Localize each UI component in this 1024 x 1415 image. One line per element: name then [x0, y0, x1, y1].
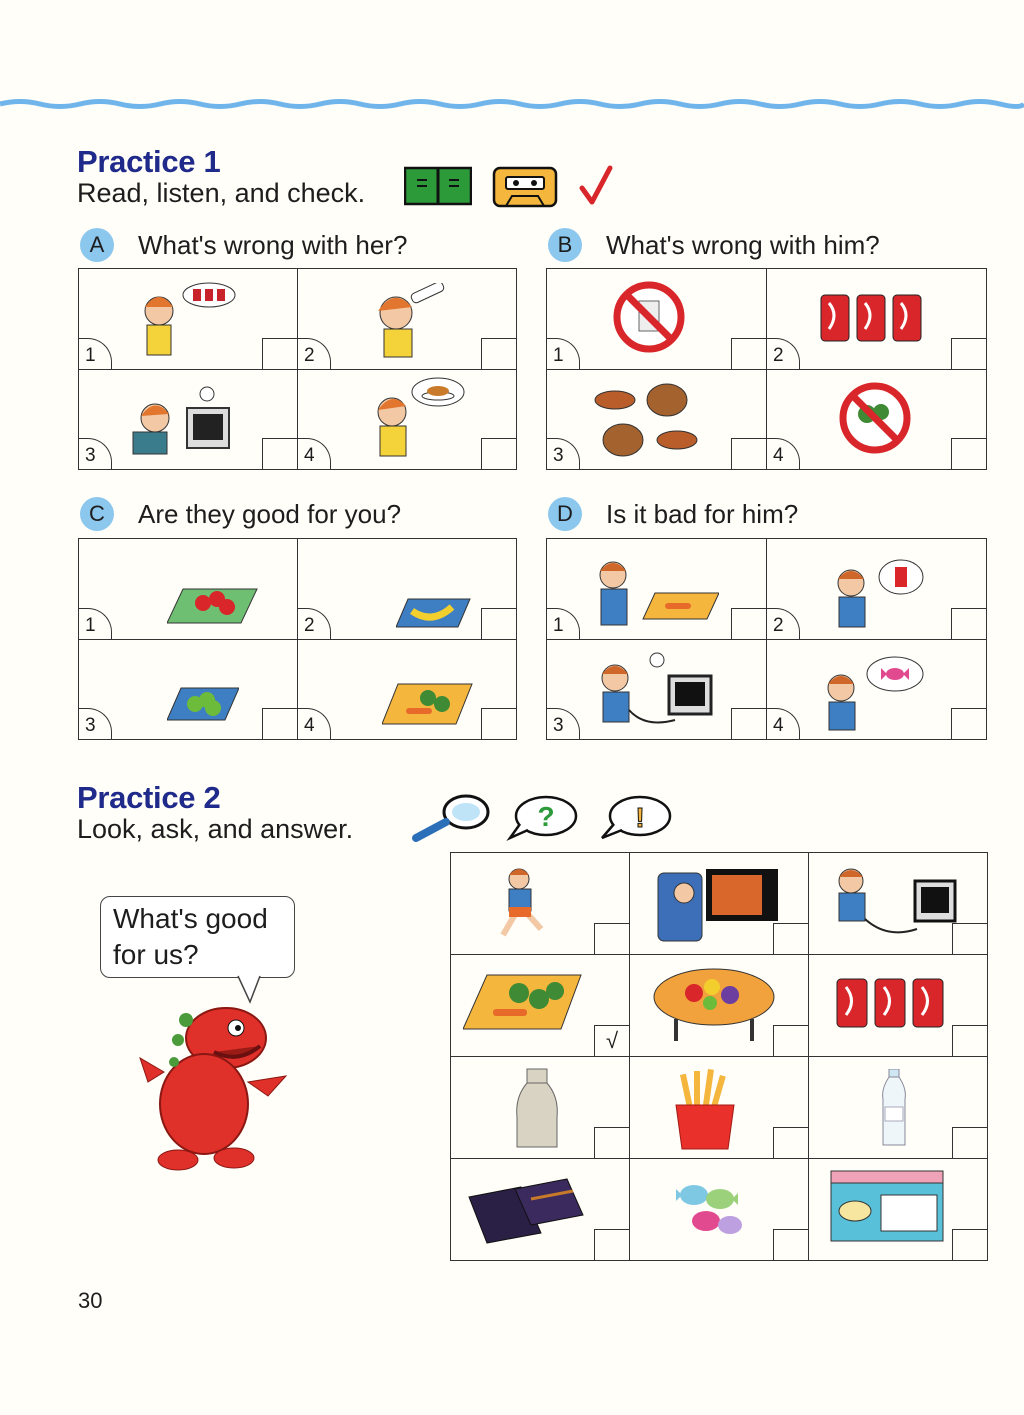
- page-number: 30: [78, 1288, 103, 1313]
- section-c-question: Are they good for you?: [138, 498, 402, 529]
- p2-cell-running-boy: [451, 853, 630, 955]
- french-fries-picture: [664, 1065, 748, 1151]
- section-d-cell-2: [767, 539, 987, 640]
- answer-checkbox[interactable]: [951, 438, 986, 469]
- practice1-title: Practice 1: [77, 144, 221, 179]
- answer-checkbox[interactable]: [952, 1127, 987, 1158]
- section-b-cell-4: [767, 370, 987, 471]
- girl-playing-video-game-picture: [125, 382, 245, 462]
- item-number-tab: 1: [547, 338, 580, 369]
- section-b-letter: B: [548, 228, 582, 262]
- section-d-cell-3: [547, 640, 767, 741]
- section-d-letter: D: [548, 497, 582, 531]
- soda-cans-picture: [833, 973, 947, 1033]
- section-a-cell-2: [298, 269, 517, 370]
- practice1-instruction: Read, listen, and check.: [77, 178, 366, 208]
- answer-checkbox[interactable]: [773, 1127, 808, 1158]
- p2-cell-fries: [630, 1057, 809, 1159]
- bananas-mat-picture: [396, 591, 472, 631]
- boy-vegetables-picture: [595, 553, 719, 633]
- boy-video-game-picture: [595, 650, 715, 734]
- section-c-cell-3: [79, 640, 298, 741]
- magnifier-icon: [410, 792, 492, 849]
- question-bubble-icon: [506, 794, 580, 847]
- section-c-letter: C: [80, 497, 114, 531]
- answer-checkbox[interactable]: [952, 1025, 987, 1056]
- answer-checkbox[interactable]: [731, 338, 766, 369]
- section-c-heading: [80, 497, 401, 531]
- boy-video-game-picture: [827, 859, 957, 945]
- answer-checkbox[interactable]: [481, 438, 516, 469]
- item-number-tab: 3: [547, 438, 580, 469]
- section-a-cell-3: [79, 370, 298, 471]
- dinosaur-mascot-picture: [138, 992, 288, 1172]
- answer-checkbox[interactable]: [594, 1229, 629, 1260]
- svg-text:!: !: [635, 802, 645, 833]
- answer-checkbox[interactable]: [481, 338, 516, 369]
- soda-cans-picture: [817, 289, 927, 349]
- girl-thinking-soda-picture: [133, 281, 243, 361]
- p2-cell-video-game: [809, 853, 988, 955]
- p2-cell-chocolate: [451, 1159, 630, 1261]
- section-c-cell-1: [79, 539, 298, 640]
- practice2-instruction: Look, ask, and answer.: [77, 814, 354, 844]
- no-milk-sign-picture: [611, 279, 687, 355]
- section-b-cell-3: [547, 370, 767, 471]
- section-d-heading: [548, 497, 798, 531]
- girl-drinking-picture: [364, 283, 454, 363]
- section-d-question: Is it bad for him?: [606, 498, 799, 529]
- section-d-grid: [546, 538, 987, 740]
- answer-checkbox[interactable]: [481, 608, 516, 639]
- answer-checkbox[interactable]: [262, 438, 297, 469]
- section-c-cell-2: [298, 539, 517, 640]
- item-number-tab: 2: [767, 608, 800, 639]
- watching-tv-picture: [652, 863, 782, 943]
- item-number-tab: 4: [767, 438, 800, 469]
- item-number-tab: 1: [79, 608, 112, 639]
- book-icon: [404, 166, 472, 211]
- item-number-tab: 3: [79, 438, 112, 469]
- answer-checkbox[interactable]: [731, 438, 766, 469]
- item-number-tab: 1: [547, 608, 580, 639]
- item-number-tab: 4: [767, 708, 800, 739]
- section-a-letter: A: [80, 228, 114, 262]
- answer-checkbox[interactable]: [952, 923, 987, 954]
- p2-cell-soda-cans: [809, 955, 988, 1057]
- pears-mat-picture: [167, 680, 239, 722]
- vegetables-mat-picture: [382, 678, 474, 728]
- vegetables-mat-picture: [463, 969, 583, 1037]
- section-a-grid: [78, 268, 517, 470]
- section-a-cell-4: [298, 370, 517, 471]
- milk-bottle-picture: [513, 1067, 563, 1151]
- item-number-tab: 2: [767, 338, 800, 369]
- p2-cell-vegetables: [451, 955, 630, 1057]
- boy-thinking-soda-picture: [831, 557, 931, 631]
- exclamation-bubble-icon: [598, 794, 674, 847]
- no-vegetables-sign-picture: [837, 380, 913, 456]
- practice2-picture-grid: [450, 852, 988, 1261]
- answer-checkbox[interactable]: [594, 923, 629, 954]
- answer-checkbox[interactable]: [773, 1025, 808, 1056]
- section-d-cell-4: [767, 640, 987, 741]
- answer-checkbox-checked[interactable]: √: [594, 1025, 629, 1056]
- answer-checkbox[interactable]: [262, 708, 297, 739]
- section-a-question: What's wrong with her?: [138, 229, 408, 260]
- item-number-tab: 3: [547, 708, 580, 739]
- checkmark-icon: [578, 164, 614, 213]
- item-number-tab: 3: [79, 708, 112, 739]
- section-c-grid: [78, 538, 517, 740]
- fruit-table-picture: [648, 965, 788, 1045]
- item-number-tab: 2: [298, 338, 331, 369]
- p2-cell-ice-cream: [809, 1159, 988, 1261]
- girl-thinking-pancakes-picture: [372, 376, 472, 464]
- apples-mat-picture: [167, 579, 259, 629]
- answer-checkbox[interactable]: [951, 608, 986, 639]
- svg-text:?: ?: [537, 801, 555, 832]
- section-d-cell-1: [547, 539, 767, 640]
- top-wave-divider: [0, 96, 1024, 114]
- answer-checkbox[interactable]: [951, 708, 986, 739]
- speech-bubble: What's good for us?: [100, 896, 295, 978]
- answer-checkbox[interactable]: [594, 1127, 629, 1158]
- item-number-tab: 1: [79, 338, 112, 369]
- answer-checkbox[interactable]: [731, 708, 766, 739]
- cassette-icon: [492, 166, 558, 213]
- section-a-cell-1: [79, 269, 298, 370]
- item-number-tab: 2: [298, 608, 331, 639]
- answer-checkbox[interactable]: [952, 1229, 987, 1260]
- p2-cell-fruit-table: [630, 955, 809, 1057]
- item-number-tab: 4: [298, 708, 331, 739]
- running-boy-picture: [495, 863, 585, 943]
- section-b-cell-2: [767, 269, 987, 370]
- section-b-question: What's wrong with him?: [606, 229, 880, 260]
- section-b-grid: [546, 268, 987, 470]
- section-c-cell-4: [298, 640, 517, 741]
- section-b-heading: [548, 228, 880, 262]
- p2-cell-water: [809, 1057, 988, 1159]
- boy-thinking-candy-picture: [823, 654, 927, 734]
- answer-checkbox[interactable]: [773, 923, 808, 954]
- water-bottle-picture: [879, 1069, 909, 1149]
- answer-checkbox[interactable]: [773, 1229, 808, 1260]
- burgers-hotdogs-picture: [593, 378, 703, 462]
- section-a-heading: [80, 228, 407, 262]
- answer-checkbox[interactable]: [731, 608, 766, 639]
- chocolate-bars-picture: [465, 1175, 585, 1245]
- answer-checkbox[interactable]: [481, 708, 516, 739]
- section-b-cell-1: [547, 269, 767, 370]
- p2-cell-candy: [630, 1159, 809, 1261]
- p2-cell-milk: [451, 1057, 630, 1159]
- practice2-title: Practice 2: [77, 780, 221, 815]
- answer-checkbox[interactable]: [951, 338, 986, 369]
- ice-cream-box-picture: [827, 1169, 947, 1249]
- candies-picture: [660, 1165, 760, 1255]
- p2-cell-watching-tv: [630, 853, 809, 955]
- answer-checkbox[interactable]: [262, 338, 297, 369]
- item-number-tab: 4: [298, 438, 331, 469]
